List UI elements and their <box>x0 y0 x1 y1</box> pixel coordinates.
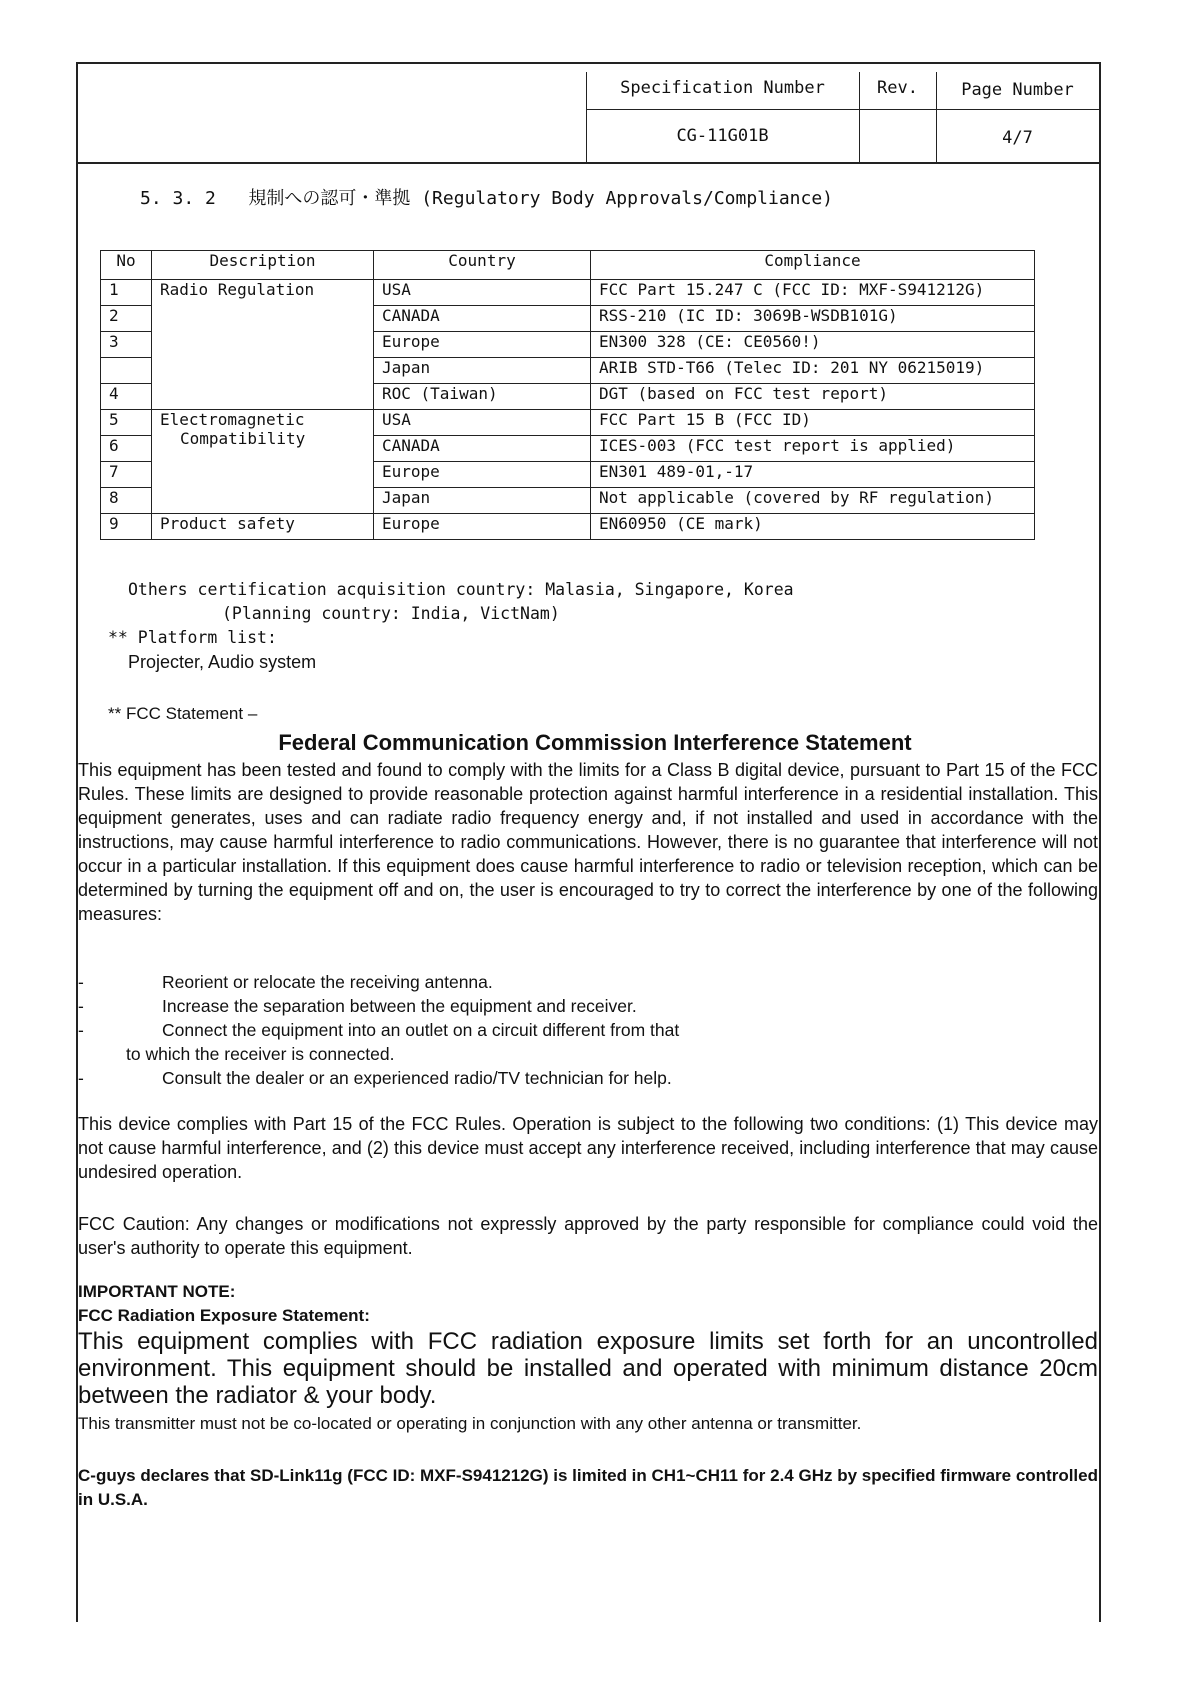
table-row <box>101 410 1035 436</box>
spec-header <box>76 62 1099 164</box>
emc-label-line2: Compatibility <box>180 429 306 448</box>
cell-no: 4 <box>101 384 152 410</box>
header-compliance: Compliance <box>591 251 1035 280</box>
section-number: 5. 3. 2 <box>140 188 216 209</box>
header-description: Description <box>152 251 374 280</box>
important-note: IMPORTANT NOTE: <box>78 1282 236 1301</box>
section-title <box>140 184 833 210</box>
measures-list <box>78 970 679 1090</box>
spec-number-label: Specification Number <box>620 78 825 98</box>
fcc-caution: FCC Caution: Any changes or modifications not expressly approved by the party responsible for compliance could void the user's authority to operate this equipment. <box>78 1214 1098 1258</box>
fcc-paragraph-1: This equipment has been tested and found to comply with the limits for a Class B digital device, pursuant to Part 15 of the FCC Rules. These limits are designed to provide reasonable protection against harmful interference in a residential installation. This equipment generates, uses and can radiate radio frequency energy and, if not installed and used in accordance with the instructions, may cause harmful interference to radio communications. However, there is no guarantee that interference will not occur in a particular installation. If this equipment does cause harmful interference to radio or television reception, which can be determined by turning the equipment off and on, the user is encouraged to try to correct the interference by one of the following measures: <box>78 760 1098 924</box>
cell-no: 9 <box>101 514 152 540</box>
radiation-statement: This equipment complies with FCC radiation exposure limits set forth for an uncontrolled environment. This equipment should be installed and operated with minimum distance 20cm between the radiator & your body. <box>78 1328 1098 1409</box>
cell-country: Europe <box>374 332 591 358</box>
cell-compliance: ICES-003 (FCC test report is applied) <box>591 436 1035 462</box>
header-country: Country <box>374 251 591 280</box>
cell-no: 6 <box>101 436 152 462</box>
cell-no: 1 <box>101 280 152 306</box>
page-number-value: 4/7 <box>1002 128 1033 148</box>
cell-compliance: FCC Part 15.247 C (FCC ID: MXF-S941212G) <box>591 280 1035 306</box>
regulatory-table <box>100 250 1035 540</box>
cell-compliance: EN60950 (CE mark) <box>591 514 1035 540</box>
certification-notes <box>108 578 794 674</box>
cell-country: ROC (Taiwan) <box>374 384 591 410</box>
cell-country: CANADA <box>374 306 591 332</box>
cell-no: 2 <box>101 306 152 332</box>
cell-no: 3 <box>101 332 152 358</box>
measure-item: - Connect the equipment into an outlet on a circuit different from that <box>78 1020 680 1040</box>
table-header-row <box>101 251 1035 280</box>
transmitter-note: This transmitter must not be co-located or operating in conjunction with any other antenna or transmitter. <box>78 1414 862 1433</box>
cell-compliance: DGT (based on FCC test report) <box>591 384 1035 410</box>
cell-country: USA <box>374 280 591 306</box>
cell-description: Radio Regulation <box>152 280 374 410</box>
cell-compliance: ARIB STD-T66 (Telec ID: 201 NY 06215019) <box>591 358 1035 384</box>
cell-no <box>101 358 152 384</box>
measure-item: - Reorient or relocate the receiving antenna. <box>78 972 493 992</box>
header-divider <box>586 109 1099 110</box>
cell-compliance: EN301 489-01,-17 <box>591 462 1035 488</box>
rev-label: Rev. <box>877 78 918 98</box>
section-jp-title: 規制への認可・準拠 <box>248 188 411 209</box>
page-frame-right <box>1099 62 1101 1622</box>
cell-compliance: Not applicable (covered by RF regulation) <box>591 488 1035 514</box>
declaration: C-guys declares that SD-Link11g (FCC ID: MXF-S941212G) is limited in CH1~CH11 for 2.4 GHz by specified firmware controlled in U.S.A. <box>78 1466 1098 1509</box>
radiation-title: FCC Radiation Exposure Statement: <box>78 1306 370 1325</box>
fcc-statement-label: ** FCC Statement – <box>108 704 258 723</box>
section-en-title: (Regulatory Body Approvals/Compliance) <box>421 188 834 209</box>
cell-description <box>152 410 374 514</box>
cell-compliance: RSS-210 (IC ID: 3069B-WSDB101G) <box>591 306 1035 332</box>
fcc-paragraph-2: This device complies with Part 15 of the FCC Rules. Operation is subject to the following two conditions: (1) This device may not cause harmful interference, and (2) this device must accept any interference received, including interference that may cause undesired operation. <box>78 1114 1098 1182</box>
table-row <box>101 280 1035 306</box>
measure-item: - Increase the separation between the equipment and receiver. <box>78 996 637 1016</box>
measure-text: Consult the dealer or an experienced radio/TV technician for help. <box>162 1068 672 1088</box>
cell-description: Product safety <box>152 514 374 540</box>
cell-compliance: EN300 328 (CE: CE0560!) <box>591 332 1035 358</box>
fcc-title: Federal Communication Commission Interference Statement <box>278 730 912 755</box>
cell-no: 7 <box>101 462 152 488</box>
measure-text: Connect the equipment into an outlet on a circuit different from that <box>162 1020 680 1040</box>
emc-label-line1: Electromagnetic <box>160 410 305 429</box>
cell-country: Japan <box>374 358 591 384</box>
cell-country: Europe <box>374 462 591 488</box>
planning-countries: (Planning country: India, VictNam) <box>222 604 560 623</box>
cell-country: Japan <box>374 488 591 514</box>
cell-no: 8 <box>101 488 152 514</box>
measure-item: - Consult the dealer or an experienced radio/TV technician for help. <box>78 1068 672 1088</box>
page-number-label: Page Number <box>961 80 1074 100</box>
cell-no: 5 <box>101 410 152 436</box>
cell-compliance: FCC Part 15 B (FCC ID) <box>591 410 1035 436</box>
others-countries: Others certification acquisition country: Malasia, Singapore, Korea <box>128 580 794 599</box>
measure-text: Increase the separation between the equipment and receiver. <box>162 996 637 1016</box>
spec-number-value: CG-11G01B <box>676 126 769 146</box>
header-no: No <box>101 251 152 280</box>
measure-continuation: to which the receiver is connected. <box>126 1044 395 1064</box>
measure-text: Reorient or relocate the receiving antenna. <box>162 972 493 992</box>
platform-label: ** Platform list: <box>108 628 277 647</box>
cell-country: CANADA <box>374 436 591 462</box>
platform-items: Projecter, Audio system <box>128 652 317 672</box>
cell-country: Europe <box>374 514 591 540</box>
cell-country: USA <box>374 410 591 436</box>
table-row <box>101 514 1035 540</box>
